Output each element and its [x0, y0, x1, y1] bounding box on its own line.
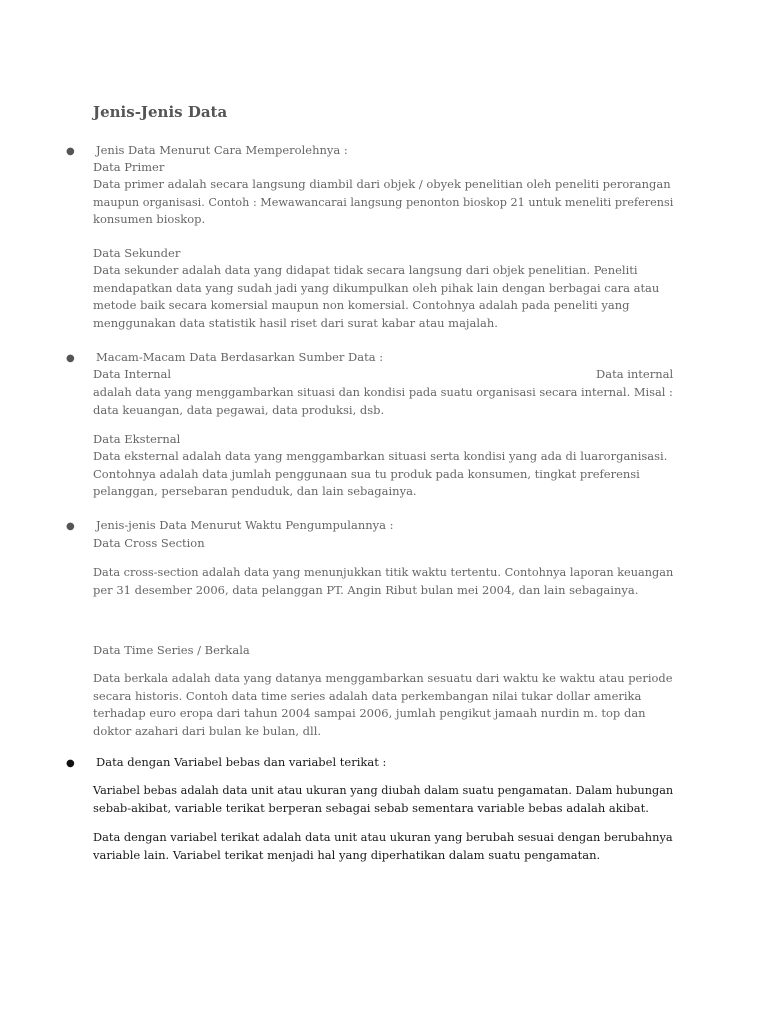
- paragraph: [93, 670, 673, 740]
- paragraph-line: pelanggan, persebaran penduduk, dan lain sebagainya.: [93, 484, 417, 498]
- bullet-icon: ●: [66, 146, 75, 157]
- section-heading: Macam-Macam Data Berdasarkan Sumber Data :: [96, 350, 384, 364]
- paragraph-line: data keuangan, data pegawai, data produksi, dsb.: [93, 402, 385, 417]
- subsection-label: Data Internal: [93, 367, 172, 381]
- paragraph-line: Data eksternal adalah data yang menggambarkan situasi serta kondisi yang ada di luarorganisasi.: [93, 449, 668, 463]
- paragraph-line: konsumen bioskop.: [93, 212, 206, 226]
- paragraph-line: maupun organisasi. Contoh : Mewawancarai langsung penonton bioskop 21 untuk meneliti preferensi: [93, 194, 674, 209]
- paragraph-line: Data cross-section adalah data yang menunjukkan titik waktu tertentu. Contohnya laporan keuangan: [93, 565, 674, 579]
- paragraph-line: sebab-akibat, variable terikat berperan sebagai sebab sementara variable bebas adalah akibat.: [93, 800, 649, 815]
- subsection-label: Data Primer: [93, 160, 165, 174]
- paragraph-line: Data primer adalah secara langsung diambil dari objek / obyek penelitian oleh peneliti perorangan: [93, 177, 671, 191]
- paragraph: [93, 262, 673, 332]
- bullet-icon: ●: [66, 758, 75, 769]
- paragraph-line: per 31 desember 2006, data pelanggan PT. Angin Ribut bulan mei 2004, dan lain sebagainya.: [93, 582, 639, 597]
- subsection-label: Data Time Series / Berkala: [93, 643, 250, 657]
- paragraph-line: adalah data yang menggambarkan situasi dan kondisi pada suatu organisasi secara internal. Misal :: [93, 385, 673, 399]
- subsection-label: Data Sekunder: [93, 246, 181, 260]
- paragraph-line: Contohnya adalah data jumlah penggunaan sua tu produk pada konsumen, tingkat preferensi: [93, 466, 640, 481]
- paragraph: [93, 829, 673, 864]
- paragraph-line: variable lain. Variabel terikat menjadi hal yang diperhatikan dalam suatu pengamatan.: [93, 847, 601, 862]
- paragraph-line: metode baik secara komersial maupun non komersial. Contohnya adalah pada peneliti yang: [93, 298, 630, 312]
- paragraph-line: terhadap euro eropa dari tahun 2004 sampai 2006, jumlah pengikut jamaah nurdin m. top dan: [93, 706, 646, 720]
- bullet-icon: ●: [66, 353, 75, 364]
- paragraph-line: Data sekunder adalah data yang didapat tidak secara langsung dari objek penelitian. Peneliti: [93, 263, 638, 277]
- page-title: Jenis-Jenis Data: [93, 103, 228, 121]
- section-heading: Jenis Data Menurut Cara Memperolehnya :: [96, 143, 348, 157]
- bullet-icon: ●: [66, 521, 75, 532]
- paragraph-line: doktor azahari dari bulan ke bulan, dll.: [93, 723, 322, 738]
- paragraph-line: menggunakan data statistik hasil riset dari surat kabar atau majalah.: [93, 315, 498, 330]
- subsection-label-right: Data internal: [596, 367, 674, 381]
- paragraph: [93, 564, 673, 599]
- paragraph-line: Data dengan variabel terikat adalah data unit atau ukuran yang berubah sesuai dengan berubahnya: [93, 830, 673, 844]
- subsection-label: Data Cross Section: [93, 536, 205, 550]
- section-heading: Data dengan Variabel bebas dan variabel terikat :: [96, 755, 387, 769]
- paragraph-line: Variabel bebas adalah data unit atau ukuran yang diubah dalam suatu pengamatan. Dalam hubungan: [93, 783, 674, 797]
- paragraph-line: secara historis. Contoh data time series adalah data perkembangan nilai tukar dollar amerika: [93, 688, 642, 703]
- paragraph: [93, 448, 673, 501]
- subsection-label: Data Eksternal: [93, 432, 181, 446]
- paragraph-line: Data berkala adalah data yang datanya menggambarkan sesuatu dari waktu ke waktu atau periode: [93, 671, 673, 685]
- paragraph: [93, 176, 673, 229]
- paragraph: [93, 782, 673, 817]
- paragraph-line: mendapatkan data yang sudah jadi yang dikumpulkan oleh pihak lain dengan berbagai cara atau: [93, 280, 660, 295]
- paragraph: [93, 384, 673, 419]
- section-heading: Jenis-jenis Data Menurut Waktu Pengumpulannya :: [96, 518, 394, 532]
